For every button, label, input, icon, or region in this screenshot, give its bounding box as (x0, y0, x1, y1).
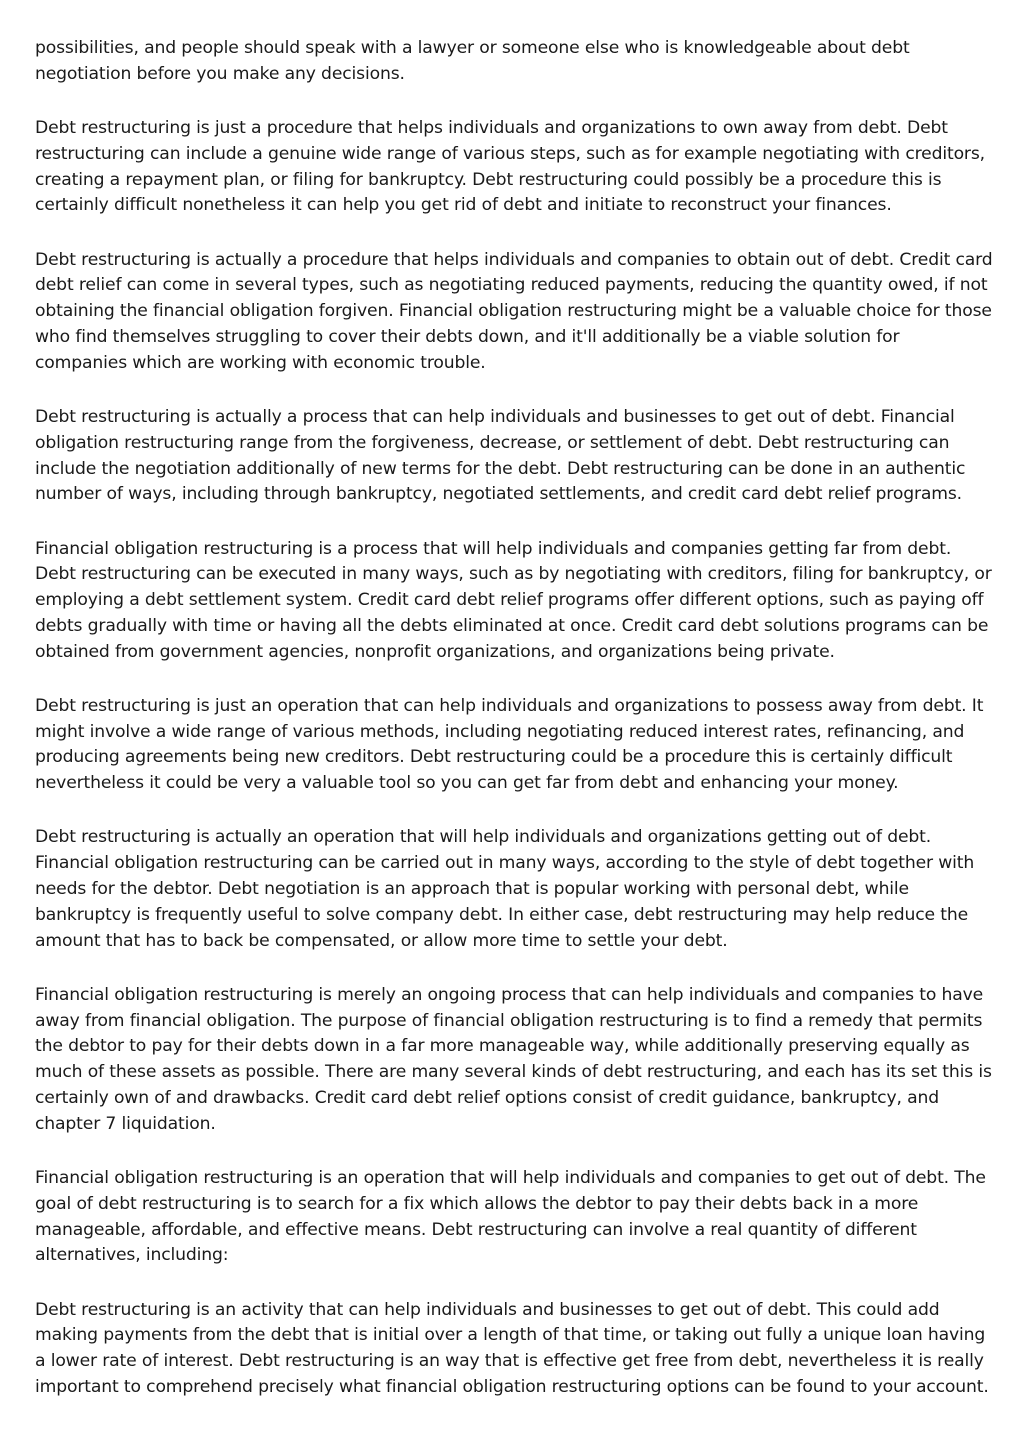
paragraph-1: possibilities, and people should speak with a lawyer or someone else who is knowledgeable about debt negotiation before you make any decisions. (35, 38, 910, 84)
paragraph-8: Financial obligation restructuring is merely an ongoing process that can help individuals and companies to have away from financial obligation. The purpose of financial obligation restructuring is to find a remedy that permits the debtor to pay for their debts down in a far more manageable way, while additionally preserving equally as much of these assets as possible. There are many several kinds of debt restructuring, and each has its set this is certainly own of and drawbacks. Credit card debt relief options consist of credit guidance, bankruptcy, and chapter 7 liquidation. (35, 984, 992, 1134)
paragraph-10: Debt restructuring is an activity that can help individuals and businesses to get out of debt. This could add making payments from the debt that is initial over a length of that time, or taking out fully a unique loan having a lower rate of interest. Debt restructuring is an way that is effective get free from debt, nevertheless it is really important to comprehend precisely what financial obligation restructuring options can be found to your account. (35, 1299, 989, 1397)
paragraph-7: Debt restructuring is actually an operation that will help individuals and organizations getting out of debt. Financial obligation restructuring can be carried out in many ways, according to the style of debt together with needs for the debtor. Debt negotiation is an approach that is popular working with personal debt, while bankruptcy is frequently useful to solve company debt. In either case, debt restructuring may help reduce the amount that has to back be compensated, or allow more time to settle your debt. (35, 827, 975, 951)
paragraph-2: Debt restructuring is just a procedure that helps individuals and organizations to own away from debt. Debt restructuring can include a genuine wide range of various steps, such as for example negotiating with creditors, creating a repayment plan, or filing for bankruptcy. Debt restructuring could possibly be a procedure this is certainly difficult nonetheless it can help you get rid of debt and initiate to reconstruct your finances. (35, 117, 985, 216)
paragraph-4: Debt restructuring is actually a process that can help individuals and businesses to get out of debt. Financial obligation restructuring range from the forgiveness, decrease, or settlement of debt. Debt restructuring can include the negotiation additionally of new terms for the debt. Debt restructuring can be done in an authentic number of ways, including through bankruptcy, negotiated settlements, and credit card debt relief programs. (35, 406, 966, 505)
paragraph-9: Financial obligation restructuring is an operation that will help individuals and companies to get out of debt. The goal of debt restructuring is to search for a fix which allows the debtor to pay their debts back in a more manageable, affordable, and effective means. Debt restructuring can involve a real quantity of different alternatives, including: (35, 1168, 986, 1266)
paragraph-6: Debt restructuring is just an operation that can help individuals and organizations to possess away from debt. It might involve a wide range of various methods, including negotiating reduced interest rates, refinancing, and producing agreements being new creditors. Debt restructuring could be a procedure this is certainly difficult nevertheless it could be very a valuable tool so you can get far from debt and enhancing your money. (35, 695, 984, 794)
paragraph-3: Debt restructuring is actually a procedure that helps individuals and companies to obtain out of debt. Credit card debt relief can come in several types, such as negotiating reduced payments, reducing the quantity owed, if not obtaining the financial obligation forgiven. Financial obligation restructuring might be a valuable choice for those who find themselves struggling to cover their debts down, and it'll additionally be a viable solution for companies which are working with economic trouble. (35, 249, 993, 373)
document-body (35, 36, 995, 1429)
paragraph-5: Financial obligation restructuring is a process that will help individuals and companies getting far from debt. Debt restructuring can be executed in many ways, such as by negotiating with creditors, filing for bankruptcy, or employing a debt settlement system. Credit card debt relief programs offer different options, such as paying off debts gradually with time or having all the debts eliminated at once. Credit card debt solutions programs can be obtained from government agencies, nonprofit organizations, and organizations being private. (35, 538, 992, 662)
